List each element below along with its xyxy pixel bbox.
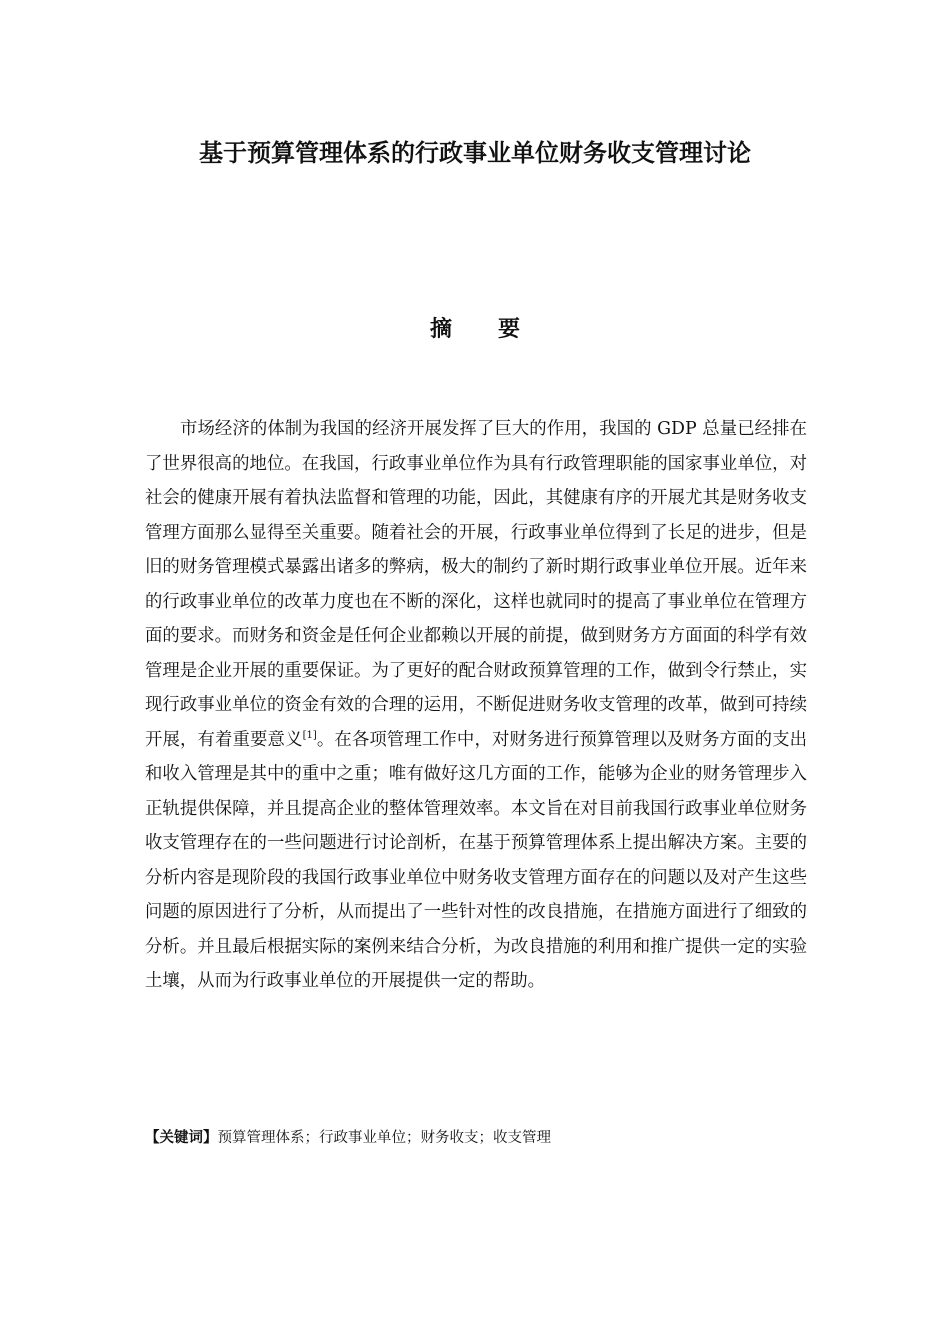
abstract-text-part-1: 市场经济的体制为我国的经济开展发挥了巨大的作用，我国的 GDP 总量已经排在了世界很高的地位。在我国，行政事业单位作为具有行政管理职能的国家事业单位，对社会的健康开展有着执法监督和管理的功能，因此，其健康有序的开展尤其是财务收支管理方面那么显得至关重要。随着社会的开展，行政事业单位得到了长足的进步，但是旧的财务管理模式暴露出诸多的弊病，极大的制约了新时期行政事业单位开展。近年来的行政事业单位的改革力度也在不断的深化，这样也就同时的提高了事业单位在管理方面的要求。而财务和资金是任何企业都赖以开展的前提，做到财务方方面面的科学有效管理是企业开展的重要保证。为了更好的配合财政预算管理的工作，做到令行禁止，实现行政事业单位的资金有效的合理的运用，不断促进财务收支管理的改革，做到可持续开展，有着重要意义 [145,419,807,750]
abstract-heading-char-1: 摘 [429,316,452,342]
document-title: 基于预算管理体系的行政事业单位财务收支管理讨论 [199,138,751,167]
abstract-heading-char-2: 要 [498,316,521,342]
keywords-value: 预算管理体系；行政事业单位；财务收支；收支管理 [217,1130,551,1146]
citation-marker: [1] [302,729,317,741]
keywords-label: 【关键词】 [145,1129,218,1146]
keywords-line [145,1126,807,1150]
abstract-paragraph [145,412,807,999]
abstract-text-part-2: 。在各项管理工作中，对财务进行预算管理以及财务方面的支出和收入管理是其中的重中之重；唯有做好这几方面的工作，能够为企业的财务管理步入正轨提供保障，并且提高企业的整体管理效率。本文旨在对目前我国行政事业单位财务收支管理存在的一些问题进行讨论剖析，在基于预算管理体系上提出解决方案。主要的分析内容是现阶段的我国行政事业单位中财务收支管理方面存在的问题以及对产生这些问题的原因进行了分析，从而提出了一些针对性的改良措施，在措施方面进行了细致的分析。并且最后根据实际的案例来结合分析，为改良措施的利用和推广提供一定的实验土壤，从而为行政事业单位的开展提供一定的帮助。 [145,729,807,991]
abstract-heading [0,311,950,347]
